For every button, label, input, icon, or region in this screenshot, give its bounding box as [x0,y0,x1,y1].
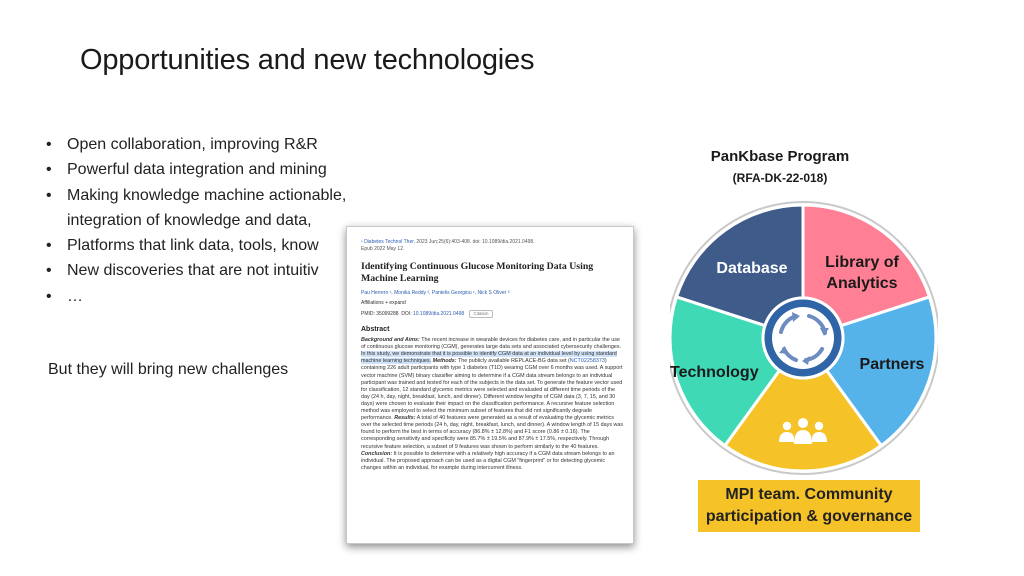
paper-content [361,239,625,537]
mpi-team-box [698,480,920,532]
program-subtitle: (RFA-DK-22-018) [732,171,828,185]
paper-citation [361,239,625,252]
label-database: Database [716,260,788,277]
challenge-text: But they will bring new challenges [48,361,289,378]
abstract-background: The recent increase in wearable devices for diabetes care, and in particular the use of continuous glucose monitoring (CGM), generates large data sets and associated cybersecurity challenges. [361,337,622,351]
journal-link[interactable]: Diabetes Technol Ther. [364,239,416,245]
abstract-results: A total of 40 features were generated as a result of evaluating the glycemic metrics over the selected time periods (24 h, day, night, breakfast, lunch, and dinner). A window length of 15 days was found to perform the best in terms of accuracy (86.8% ± 12.8%) and F1 score (0.86 ± 0.16). The corresponding sensitivity and specificity were 85.7% ± 19.5% and 87.9% ± 17.5%, respectively. Through recursive feature selection, a subset of 9 features was shown to perform similarly to the 40 features. [361,415,624,450]
pankbase-wheel-diagram [670,196,938,480]
label-partners: Partners [859,356,925,373]
bullet-item-continuation: integration of knowledge and data, [67,211,312,229]
doi-link[interactable]: 10.1089/dia.2021.0498 [412,311,465,317]
pmid: PMID: 35099288 [361,311,399,317]
mpi-line1: MPI team. Community [725,486,893,503]
abstract-highlight: In this study, we demonstrate that it is possible to identify CGM data at an individual level by using standard machine learning techniques. [361,351,617,365]
bullet-item: • … [46,284,476,309]
abstract-methods-pre: The publicly available REPLACE-BG data set ( [458,358,570,365]
abstract-text [361,337,625,472]
nct-link[interactable]: NCT02258373 [569,358,605,365]
bullet-item: • Platforms that link data, tools, know [46,233,476,258]
label-library-line1: Library of [825,254,899,271]
abstract-conclusion-label: Conclusion: [361,450,393,457]
program-title: PanKbase Program [710,148,850,165]
slide-title: Opportunities and new technologies [80,44,535,76]
abstract-conclusion: It is possible to determine with a relatively high accuracy if a CGM data stream belongs to an individual. The proposed approach can be used as a digital CGM "fingerprint" or for detecting glycemic changes within an individual, for example during intercurrent illness. [361,450,615,471]
label-library-of-analytics [820,252,904,294]
chevron-right-icon: › [361,239,363,245]
bullet-item: • Powerful data integration and mining [46,157,476,182]
label-library-line2: Analytics [826,275,898,292]
abstract-heading: Abstract [361,326,390,333]
paper-title: Identifying Continuous Glucose Monitoring Data Using Machine Learning [361,261,594,284]
doi-label: DOI: [401,311,412,317]
paper-authors[interactable]: Pau Herrero ¹, Monika Reddy ², Pantelis Georgiou ¹, Nick S Oliver ³ [361,290,510,296]
abstract-background-label: Background and Aims: [361,337,420,344]
citation-details: 2023 Jun;25(6):403-408. doi: 10.1089/dia.2021.0498. [416,239,535,245]
citation-button[interactable]: Citation [469,310,494,318]
label-technology: Technology [670,364,759,381]
bullet-item: • Open collaboration, improving R&R [46,132,476,157]
mpi-line2: participation & governance [705,508,913,525]
abstract-results-label: Results: [394,415,416,422]
abstract-methods-label: Methods: [432,358,457,365]
epub-date: Epub 2022 May 12. [361,245,405,252]
paper-abstract-screenshot [346,226,634,544]
paper-identifiers [361,310,625,318]
hub-inner [772,307,834,369]
paper-affiliations[interactable]: Affiliations + expand [361,300,406,306]
bullet-item: • Making knowledge machine actionable, [46,183,476,208]
abstract-methods: ) containing 226 adult participants with type 1 diabetes (T1D) wearing CGM over 6 months was used. A support vector machine (SVM) binary classifier aiming to determine if a CGM data stream belongs to an individual participant was trained and tested for each of the subjects in the data set. To generate the feature vector used for classification, 12 standard glycemic metrics were selected and evaluated at different time periods of the day (24 h, day, night, breakfast, lunch, and dinner). Different window lengths of CGM data (3, 7, 15, and 30 days) were chosen to evaluate their impact on the classification performance. A recursive feature selection method was employed to select the minimum subset of features that did not significantly degrade performance. [361,358,623,422]
bullet-item: • New discoveries that are not intuitiv [46,258,476,283]
